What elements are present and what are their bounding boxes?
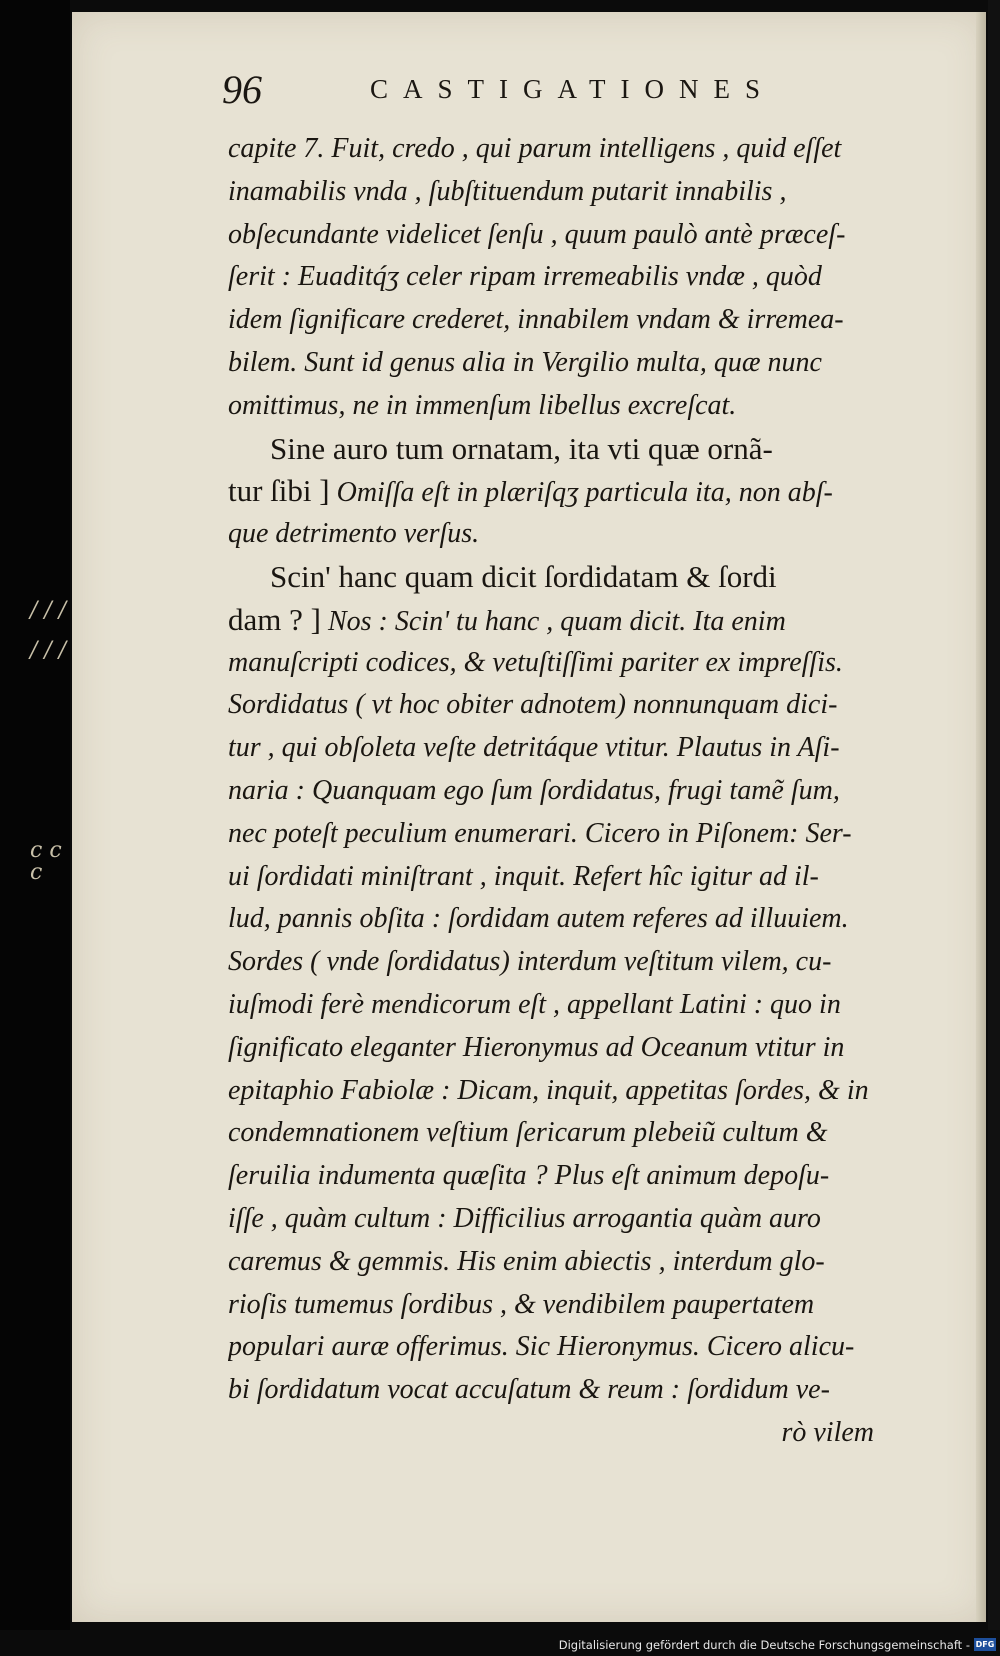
page-header [222, 66, 842, 116]
dfg-logo: DFG [975, 1640, 995, 1649]
text-line: bilem. Sunt id genus alia in Vergilio multa, quæ nunc [228, 346, 822, 378]
text-line: tur , qui obſoleta veſte detritáque vtitur. Plautus in Aſi- [228, 732, 840, 764]
running-head: CASTIGATIONES [370, 74, 776, 104]
text-line: caremus & gemmis. His enim abiectis , interdum glo- [228, 1245, 825, 1277]
adjacent-page-edge-marks [30, 600, 70, 920]
text-line: omittimus, ne in immenſum libellus excreſcat. [228, 389, 737, 421]
text-line: naria : Quanquam ego ſum ſordidatus, frugi tamẽ ſum, [228, 774, 840, 806]
text-line: Sordidatus ( vt hoc obiter adnotem) nonnunquam dici- [228, 689, 838, 721]
text-line: ſerit : Euaditq́ʒ celer ripam irremeabilis vndæ , quòd [228, 261, 822, 293]
text-line: que detrimento verſus. [228, 518, 480, 550]
text-line: capite 7. Fuit, credo , qui parum intelligens , quid eſſet [228, 133, 842, 164]
lemma-text: dam ? ] [228, 601, 321, 637]
text-line: nec poteſt peculium enumerari. Cicero in Piſonem: Ser- [228, 817, 852, 849]
text-line: idem ſignificare crederet, innabilem vndam & irremea- [228, 304, 844, 336]
text-line: ui ſordidati miniſtrant , inquit. Refert hîc igitur ad il- [228, 860, 819, 892]
body-text [228, 128, 904, 1455]
text-line: iſſe , quàm cultum : Difficilius arrogantia quàm auro [228, 1202, 821, 1234]
text-line: manuſcripti codices, & vetuſtiſſimi pariter ex impreſſis. [228, 646, 843, 678]
edge-mark: / / / [30, 598, 67, 623]
text-line: condemnationem veſtium ſericarum plebeiũ cultum & [228, 1117, 828, 1149]
text-line: ſeruilia indumenta quæſita ? Plus eſt animum depoſu- [228, 1160, 830, 1192]
lemma-line [228, 599, 904, 642]
page-gutter [976, 12, 986, 1622]
lemma-line [228, 428, 904, 471]
lemma-text: tur ſibi ] [228, 473, 330, 509]
text-line: epitaphio Fabiolæ : Dicam, inquit, appetitas ſordes, & in [228, 1074, 869, 1106]
text-line: inamabilis vnda , ſubſtituendum putarit innabilis , [228, 175, 787, 207]
lemma-text: Sine auro tum ornatam, ita vti quæ ornã- [270, 430, 773, 466]
digitization-footer [0, 1632, 1000, 1656]
edge-mark: c c c [30, 838, 62, 885]
commentary-text: Nos : Scin' tu hanc , quam dicit. Ita enim [320, 605, 786, 637]
text-line: ſignificato eleganter Hieronymus ad Oceanum vtitur in [228, 1031, 845, 1063]
funding-credit: Digitalisierung gefördert durch die Deutsche Forschungsgemeinschaft - [558, 1638, 970, 1652]
catchword-line: rò vilem [781, 1416, 874, 1448]
lemma-text: Scin' hanc quam dicit ſordidatam & ſordi [270, 558, 777, 594]
text-line: lud, pannis obſita : ſordidam autem referes ad illuuiem. [228, 903, 849, 935]
lemma-line [228, 470, 904, 513]
text-line: populari auræ offerimus. Sic Hieronymus. Cicero alicu- [228, 1331, 855, 1363]
text-line: bi ſordidatum vocat accuſatum & reum : ſordidum ve- [228, 1374, 830, 1406]
page-number: 96 [222, 67, 262, 112]
text-line: iuſmodi ferè mendicorum eſt , appellant Latini : quo in [228, 988, 841, 1020]
scan-frame-right [988, 0, 1000, 1630]
lemma-line [228, 556, 904, 599]
edge-mark: / / / [30, 638, 67, 663]
commentary-text: Omiſſa eſt in plæriſqʒ particula ita, non abſ- [329, 477, 833, 509]
text-line: obſecundante videlicet ſenſu , quum paulò antè præceſ- [228, 218, 846, 250]
text-line: Sordes ( vnde ſordidatus) interdum veſtitum vilem, cu- [228, 946, 832, 978]
text-line: rioſis tumemus ſordibus , & vendibilem paupertatem [228, 1288, 815, 1320]
